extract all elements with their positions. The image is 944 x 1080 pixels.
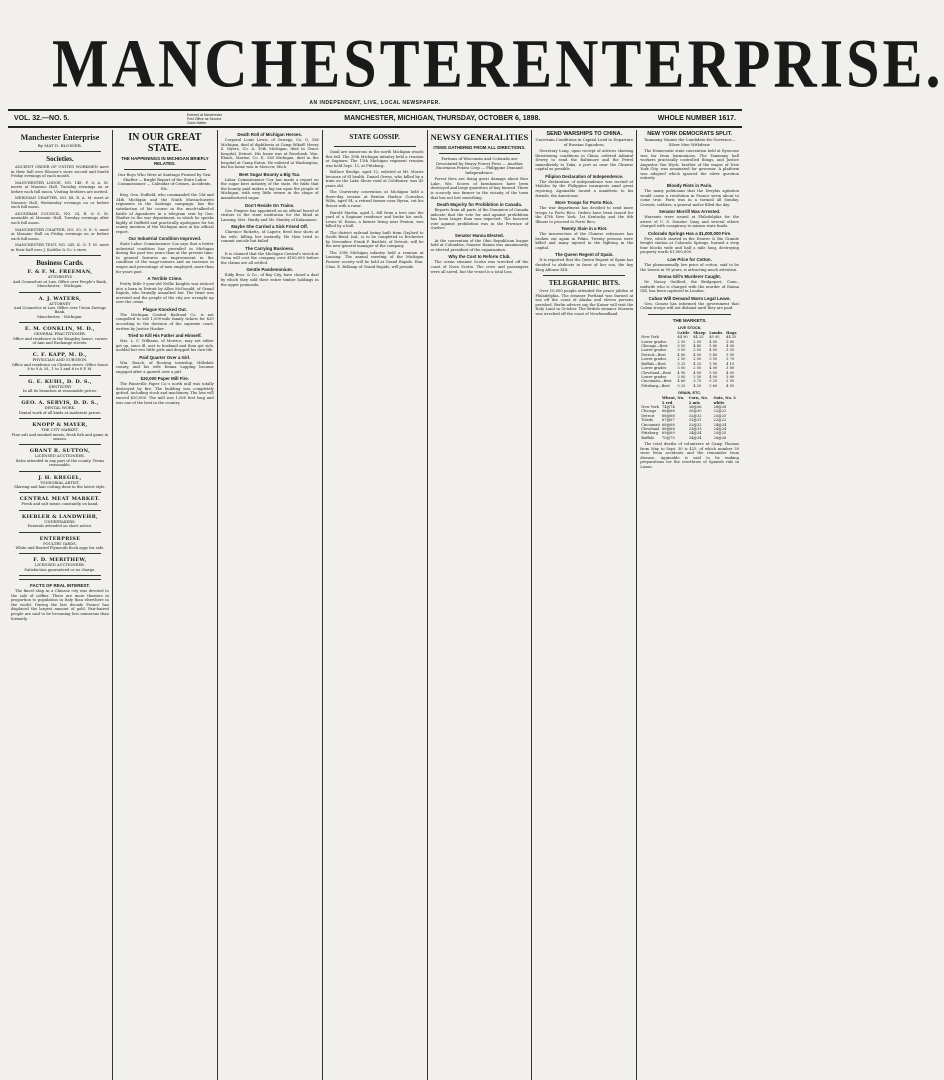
table-cell: 4 00 [709, 374, 718, 379]
story-text: Clarence Ricketts, of Lapeer, fired four shots at his wife, killing her instantly. He then tried to commit suicide but failed. [220, 230, 319, 244]
table-cell: Toledo [641, 418, 654, 423]
table-cell: 3 50 [677, 348, 686, 353]
business-card-line: ATTORNEYS [47, 275, 72, 280]
business-card-name: A. J. WATERS, [38, 295, 82, 302]
table-cell: Pittsburg [641, 431, 659, 436]
business-card-line: LICENSED AUCTIONEER. [34, 563, 85, 568]
story-text: Corporal Louis Lewis, of Oswego, Co. G, 33d Michigan, died of diphtheria at Camp Wikoff. Henry S. Myers, Co. A, 35th Michigan, died in Grace hospital, Detroit. His home was at Rosebush. Wm. Ebach, Marine, Co. E, 33d Michigan, died in the hospital at Camp Eaton. He enlisted at Washington, but his home was in Moscow, Mich. [220, 138, 319, 170]
table-cell: Detroit [641, 413, 655, 418]
business-card-line: Fine salt and smoked meats, fresh fish and game in season. [11, 432, 109, 442]
table-cell: 2 50 [693, 357, 702, 362]
business-card-name: CENTRAL MEAT MARKET. [19, 496, 101, 503]
table-cell: 4 05 [726, 383, 735, 388]
column-5 [428, 130, 533, 1080]
business-card-line: Shaving and hair cutting done in the latest style. [14, 485, 106, 490]
table-header-cell: Wheat, No. 2 red [662, 396, 685, 405]
headline: SEND WARSHIPS TO CHINA. [546, 131, 623, 137]
table-cell: 5 25 [677, 383, 686, 388]
story-text: Brig. Gen. Duffield, who commanded the 33d and 34th Michigan and the Ninth Massachusetts regiments in the Santiago campaign, has the satisfaction of his course in the much-talked-of battle of Aguadores in a telegram sent by Gen. Shafter to the war department, in which he speaks highly of Duffield and practically apologizes for his scanty mention of the Michigan men in his official report. [115, 193, 214, 234]
story-heading: Gentle Pandemonium. [246, 267, 293, 273]
table-cell: 66@66 [662, 409, 675, 414]
table-cell: 2 50 [693, 374, 702, 379]
column-3 [218, 130, 323, 1080]
table-cell: 32@32 [688, 422, 702, 427]
story-text: The phenomenally low price of cotton, said to be the lowest in 50 years, is attracting much attention. [640, 263, 739, 272]
story-heading: Cuban Will Demand Warm Legal Leave. [648, 295, 731, 301]
table-cell: 4 20 [693, 383, 702, 388]
tagline: AN INDEPENDENT, LIVE, LOCAL NEWSPAPER. [309, 100, 441, 106]
whole-number: WHOLE NUMBER 1617. [657, 115, 736, 122]
table-cell: 2 50 [693, 339, 702, 344]
table-cell: 4 40 [693, 344, 702, 349]
business-card-name: ENTERPRISE [39, 535, 81, 542]
entered-notice: Entered at Manchester Post Office as Second Class Matter. [186, 112, 223, 125]
story-text: The Michigan Central Railroad Co. is not compelled to sell 1,000-mile family tickets for $20 according to the decision of the supreme court, written by Justice Hooker. [115, 312, 214, 331]
dateline-bar [8, 109, 742, 128]
table-cell: 4 80 [677, 352, 686, 357]
business-card-line: Manchester, - Michigan. [37, 284, 83, 289]
gossip-text: The district railroad being built from Gaylord to South Bend, Ind., is to be completed to Rochester by November. Frank P. Bartlett, of Detroit, will be the new general manager of the company. [325, 230, 424, 249]
table-cell: 3 95 [726, 379, 735, 384]
story-text: Labor Commissioner Cox has made a report on the sugar beet industry of the state. He finds that the bounty paid makes a big tax upon the people of Michigan, with very little return in the shape of manufactured sugar. [220, 177, 319, 201]
table-cell: Chicago [641, 409, 657, 414]
table-cell: $4 25 [693, 335, 704, 340]
story-text: It is reported that the Queen Regent of Spain has decided to abdicate in favor of her son, the boy King Alfonso XIII. [535, 258, 634, 272]
table-cell: Detroit—Best [641, 352, 666, 357]
table-cell: Lower grades [641, 348, 667, 353]
table-cell: Buffalo [641, 435, 655, 440]
table-cell: 3 80 [726, 374, 735, 379]
table-cell: 3 00 [677, 366, 686, 371]
story-deck: Our Boys Who Were at Santiago Praised by Gen. Shafter — Bright Report of the State Labor Commissioner — Calendar of Crimes, Accidents, Etc. [118, 172, 212, 191]
table-cell: Buffalo—Best [641, 361, 666, 366]
subheadline: Tammany Names the Candidate for Governor—Silver Men Withdraw. [643, 137, 736, 147]
table-cell: 3 70 [726, 357, 735, 362]
business-card [11, 536, 109, 551]
business-card-name: G. E. KUHL, D. D. S., [28, 378, 92, 385]
headline: NEWSY GENERALITIES [430, 132, 529, 142]
business-card-line: POULTRY YARDS. [43, 541, 77, 546]
table-cell: 24@24 [713, 426, 727, 431]
table-cell: 3 50 [709, 357, 718, 362]
markets-heading: THE MARKETS. [672, 317, 707, 323]
table-header-cell: Cattle [677, 330, 690, 335]
business-card-line: TONSORIAL ARTIST. [40, 480, 80, 485]
table-cell: 3 95 [726, 352, 735, 357]
table-cell: 26@26 [713, 435, 727, 440]
table-cell: 4 00 [726, 370, 735, 375]
story-text: Dr. Nancy Guilford, the Bridgeport, Conn., midwife who is charged with the murder of Emma Gill, has been captured in London. [640, 280, 739, 294]
story-text: Pretty little 5-year-old Nellie Knights was enticed into a barn in Detroit by Allen McDonald, of Grand Rapids, who brutally assaulted her. The fiend was arrested and the people of the city are wrought up over the crime. [115, 282, 214, 305]
business-card [11, 269, 109, 288]
business-card-line: White and Barred Plymouth Rock eggs for sale. [15, 546, 105, 551]
table-cell: 3 75 [693, 379, 702, 384]
business-card-line: THE CITY MARKET. [41, 428, 79, 433]
business-card-line: LICENSED AUCTIONEER. [34, 454, 85, 459]
story-heading: Twenty Slain in a Riot. [561, 226, 608, 232]
table-cell: 5 90 [709, 361, 718, 366]
table-cell: 5 40 [709, 352, 718, 357]
column-4 [323, 130, 428, 1080]
table-cell: 30@30 [688, 409, 702, 414]
subheadline: ITEMS GATHERED FROM ALL DIRECTIONS. [433, 145, 526, 150]
masthead-left-word: MANCHESTER [52, 25, 513, 102]
table-cell: 28@28 [713, 404, 727, 409]
subheadline: THE HAPPENINGS IN MICHIGAN BRIEFLY RELATED. [120, 156, 209, 166]
story-heading: Maybe She Carried a Sick Friend Off. [231, 224, 309, 230]
business-card [11, 514, 109, 529]
column-1 [8, 130, 113, 1080]
business-card-line: DENTAL WORK. [44, 406, 76, 411]
table-cell: 68@68 [662, 413, 675, 418]
table-cell: 4 25 [693, 361, 702, 366]
table-cell: New York [641, 404, 659, 409]
business-card-name: J. H. KREGEL, [38, 474, 82, 481]
table-cell: 25@25 [713, 413, 727, 418]
table-cell: 67@67 [662, 418, 675, 423]
story-heading: Death Majority for Prohibition in Canada. [436, 202, 522, 208]
table-cell: Chicago—Best [641, 344, 668, 349]
business-card [11, 422, 109, 441]
story-text: Forest fires are doing great damage about Rice Lake, Wis. Scores of farmhouses have been destroyed and large quantities of hay burned. There is scarcely one farmer in the vicinity of the town that has not lost something. [430, 177, 529, 200]
table-cell: 34@34 [688, 431, 702, 436]
business-card-line: GENERAL PRACTITIONER. [33, 332, 86, 337]
story-heading: Don't Reside On Trains. [245, 202, 295, 208]
table-cell: 31@31 [688, 418, 702, 423]
business-card [11, 448, 109, 467]
story-heading: Bloody Riots in Paris. [666, 183, 713, 189]
business-card-line: Satisfaction guaranteed or no charge. [24, 567, 96, 572]
table-cell: 2 50 [677, 339, 686, 344]
business-card-line: Fresh and salt meats constantly on hand. [21, 502, 99, 507]
headline: STATE GOSSIP. [349, 133, 400, 141]
table-cell: 3 55 [726, 348, 735, 353]
society-item: MANCHESTER TENT, NO. 249, K. O. T. M. meet in their hall over J. Koebbe & Co.'s store. [11, 243, 109, 252]
business-card-line: ATTORNEY [49, 301, 71, 306]
dateline: MANCHESTER, MICHIGAN, THURSDAY, OCTOBER 6, 1898. [344, 115, 541, 122]
business-card-name: F. & F. M. FREEMAN, [27, 269, 93, 276]
business-card-line: And Counselors at Law. Office over People's Bank, [12, 279, 107, 284]
table-cell: Cleveland—Best [641, 370, 671, 375]
story-heading: Tried to Kill His Father and Himself. [127, 333, 202, 339]
table-cell: Pittsburg—Best [641, 383, 670, 388]
business-card [11, 326, 109, 345]
story-heading: A Terrible Crime. [147, 276, 183, 282]
column-2 [113, 130, 218, 1080]
table-cell: Cleveland [641, 426, 660, 431]
story-heading: $20,000 Paper Mill Fire. [140, 376, 189, 382]
business-card-name: E. M. CONKLIN, M. D., [24, 326, 95, 333]
table-cell: 36@36 [688, 404, 702, 409]
gossip-text: Wallace Brodge, aged 12, enlisted at Mt. Morris because of ill health. Daniel Green, who killed by a train on the Lake Shore road at Coldwater, was 45 years old. [325, 170, 424, 188]
table-cell: Lower grades [641, 366, 667, 371]
business-card [11, 400, 109, 415]
table-cell: 2 50 [693, 366, 702, 371]
business-card-line: Dental work of all kinds at moderate prices. [18, 410, 102, 415]
story-heading: Our Industrial Condition Improved. [128, 236, 202, 242]
business-card-line: Funerals attended on short notice. [27, 524, 93, 529]
columns [8, 130, 742, 1080]
story-heading: Paid Quarter Over a Girl. [139, 354, 191, 360]
table-header-cell: Sheep [693, 330, 706, 335]
table-header-cell: Hogs [726, 330, 737, 335]
table-cell: 25@25 [713, 431, 727, 436]
markets-subheading: LIVE STOCK. [677, 325, 702, 330]
story-heading: Beet Sugar Bounty a Big Tax. [239, 171, 301, 177]
table-cell: 70@70 [662, 435, 675, 440]
story-heading: Emma Gill's Murderer Caught. [658, 274, 721, 280]
telegraphic-heading: TELEGRAPHIC BITS. [548, 279, 620, 288]
business-card [11, 379, 109, 394]
story-heading: Plague Knocked Out. [142, 306, 187, 312]
story-text: Wm. Roach, of Rooting township, Hillsdale county, and his wife Emma Lapping became engaged after a quarrel over a girl. [115, 360, 214, 374]
table-cell: 4 00 [693, 370, 702, 375]
business-cards-heading: Business Cards. [36, 259, 84, 268]
business-card-line: Manchester, - Michigan. [37, 314, 83, 319]
story-text: Fire, which started in the Denver & Rio Grande freight station at Colorado Springs, burned a strip four blocks wide and half a mile long, destroying property worth $1,000,000. [640, 236, 739, 255]
table-cell: $4 90 [677, 335, 688, 340]
story-heading: Death Roll of Michigan Heroes. [237, 132, 303, 137]
table-cell: 5 50 [709, 370, 718, 375]
table-cell: 4 90 [677, 370, 686, 375]
table-cell: $4 25 [726, 335, 737, 340]
society-item: ADONIRAM COUNCIL, NO. 24, R. & S. M. assemble at Masonic Hall, Tuesday evenings after each full moon. [11, 211, 109, 226]
story-heading: Low Price for Cotton. [667, 257, 712, 263]
society-item: MANCHESTER LODGE, NO. 148, F. & A. M. meets at Masonic Hall, Tuesday evenings on or before each full moon. Visiting brothers are invited. [11, 180, 109, 194]
business-card [11, 475, 109, 490]
society-item: MERIDIAN CHAPTER, NO. 48, R. A. M. meet at Masonic Hall, Wednesday evenings on or before each full moon. [11, 196, 109, 210]
table-cell: $5 95 [709, 335, 720, 340]
table-cell: Lower grades [641, 374, 667, 379]
table-cell: 5 50 [677, 344, 686, 349]
table-cell: 5 80 [709, 344, 718, 349]
facts-text: The finest shop in a Chinese city was devoted to the sale of coffins. There are more theaters in proportion to population in Italy than elsewhere in the world. During the last decade France has displaced the largest amount of gold. Fair-haired people are said to be becoming less numerous than formerly. [11, 589, 109, 621]
table-cell: 4 00 [709, 366, 718, 371]
business-card-line: Office and residence on Clinton street. Office hours 8 to 9 A. M., 1 to 3 and 6 to 8 P. M. [11, 362, 109, 372]
story-text: Secretary Long, upon receipt of advices showing threatening conditions in China, ordered Admiral Dewey to send the Baltimore and the Petrel immediately to Taku, a port as near the Chinese capital as possible. [535, 149, 634, 172]
closing-text: The total deaths of volunteers at Camp Thomas from May to Sept. 30 is 425, of which number 39 were from accidents and the remainder from disease. Aguinaldo is said to be making preparations for the overthrow of Spanish rule in Luzon. [640, 442, 739, 469]
story-heading: Why the Cost to Reform Club. [448, 254, 511, 260]
table-cell: Lower grades [641, 339, 667, 344]
business-card [11, 496, 109, 506]
story-text: Eddy Bros. & Co., of Bay City, have closed a deal by which they sold their entire timber holdings in the upper peninsula. [220, 273, 319, 287]
story-heading: More Troops for Porto Rico. [555, 200, 614, 206]
table-cell: 69@69 [662, 431, 675, 436]
table-cell: 68@68 [662, 426, 675, 431]
table-cell: 4 10 [726, 361, 735, 366]
business-card-line: Sales attended in any part of the county. Terms reasonable. [15, 458, 105, 468]
business-card-line: PHYSICIAN AND SURGEON. [32, 358, 88, 363]
table-cell: 22@22 [713, 409, 727, 414]
story-deck: Portions of Wisconsin and Colorado are Devastated by Heavy Forest Fires — Another Enormous Potato Crop — Philippine Demand Independence. [435, 156, 523, 175]
telegraphic-text: Over 10,000 people attended the peace jubilee at Philadelphia. The steamer Portland was burned at sea off the coast of Alaska and eleven persons perished. Berlin advices say the Kaiser will visit the Holy Land in October. The British steamer Moravia was wrecked off the coast of Newfoundland. [535, 289, 634, 316]
business-card-line: UNDERTAKERS. [44, 519, 76, 524]
story-text: The many politicians that the Dreyfus agitation would cause a revolution in France seem about to come true. Paris was in a turmoil all Sunday. Crowds, soldiers, a general melee filled the day. [640, 189, 739, 207]
table-cell: 4 00 [726, 344, 735, 349]
grain-table [640, 396, 739, 440]
business-card [11, 296, 109, 320]
business-card-line: And Counselor at Law. Office over Union Savings Bank, [13, 305, 106, 315]
story-text: The Democratic state convention held at Syracuse was far from harmonious. The Tammany hall workers practically controlled things, and Justice Augustus Van Wyck, brother of the mayor of New York City, was nominated for governor. A platform was adopted which ignored the silver question entirely. [640, 149, 739, 181]
table-cell: 3 80 [726, 339, 735, 344]
business-card-name: KNOPP & MAYER, [32, 422, 88, 429]
business-card [11, 352, 109, 371]
table-cell: 2 50 [677, 357, 686, 362]
business-card-name: F. D. MERITHEW, [33, 557, 87, 564]
business-card-name: KIEBLER & LANDWEHR, [21, 513, 99, 520]
table-cell: 32@32 [688, 413, 702, 418]
volume-number: VOL. 32.—NO. 5. [14, 115, 70, 122]
story-text: Gen. Gomez has informed the government that Cuban troops will not disband until they are paid. [640, 301, 739, 311]
table-header-cell: Oats, No. 2 white [713, 396, 736, 405]
business-cards [11, 269, 109, 576]
story-text: The declaration of independence was recited at Malolos by the Philippine insurgents amid great rejoicing. Aguinaldo issued a manifesto to his friends, the Americans. [535, 179, 634, 198]
table-cell: 4 00 [709, 348, 718, 353]
business-card-line: Office and residence in the Kingsley house, corner of Ann and Exchange streets. [12, 336, 108, 345]
business-card-line: DENTISTRY [48, 384, 72, 389]
business-card [11, 557, 109, 572]
table-cell: 2 50 [693, 348, 702, 353]
story-text: The Paineville Paper Co.'s north mill was totally destroyed by fire. The building was completely gutted, including stock and machinery. The loss will exceed $20,000. The mill was 1,000 feet long and was one of the best in the country. [115, 382, 214, 405]
publisher: By MAT D. BLOSSER. [37, 143, 83, 148]
story-heading: The Carrying Business. [245, 245, 295, 251]
livestock-table [640, 331, 739, 388]
table-cell: Cincinnati—Best [641, 379, 672, 384]
story-text: Mrs. L. C. Williams, of Morrice, may not either get up, since ill, met to husband and then got sick, nodded her two little girls and dropped his own life. [115, 339, 214, 353]
table-header-cell [640, 396, 661, 405]
story-text: Reports from all parts of the Dominion of Canada indicate that the vote for and against prohibition has been larger than was expected. The heaviest vote against prohibition was in the Province of Quebec. [430, 208, 529, 231]
table-cell: 5 60 [709, 383, 718, 388]
masthead-right-word: ENTERPRISE. [512, 25, 944, 102]
grain-heading: GRAIN, ETC. [678, 391, 702, 396]
gossip-text: The University convention at Michigan held a three-day session at Benton Harbor. Cornelius Wilts, aged 94, a retired farmer near Byron, cut his throat with a razor. [325, 190, 424, 209]
table-header-cell: Corn, No. 2 mix [688, 396, 708, 405]
table-cell: 5 25 [677, 361, 686, 366]
table-row [640, 436, 739, 440]
story-heading: Colorado Springs Has a $1,000,000 Fire. [647, 230, 732, 236]
table-cell: Cincinnati [641, 422, 660, 427]
business-card-line: In all its branches at reasonable prices. [22, 388, 97, 393]
story-heading: Senator Hanna Elected. [454, 232, 504, 238]
gossip-text: Harold Martin, aged 5, fell from a tree into the yard of a Saginaw residence and broke his neck. Lewis W. Eaton, a farmer living near Fenton, was killed by a bull. [325, 210, 424, 229]
masthead [8, 6, 944, 102]
headline: IN OUR GREAT STATE. [128, 132, 202, 154]
story-text: It is claimed that the Michigan Central's wreck at Orion will cost the company over $100,000 before the claims are all settled. [220, 251, 319, 265]
column-6 [532, 130, 637, 1080]
table-cell: 34@34 [688, 435, 702, 440]
table-cell: 22@22 [713, 418, 727, 423]
gossip-text: The 35th Michigan infantry held a reunion at Lansing. The annual meeting of the Michigan Pioneer society will be held at Grand Rapids. Hon. Chas. E. Belknap of Grand Rapids, will preside. [325, 250, 424, 269]
society-item: ANCIENT ORDER OF UNITED WORKMEN meet in their hall over Blosser's store second and fourth Friday evenings of each month. [11, 165, 109, 179]
story-text: The insurrection of the Chinese reformers has broken out again in Pekin. Twenty persons were killed and many injured in the fighting in the capital. [535, 232, 634, 250]
story-heading: Senator Morrill Was Arrested. [658, 209, 721, 215]
table-cell: 3 00 [677, 374, 686, 379]
story-text: The war department has decided to send more troops to Porto Rico. Orders have been issued for the 47th New York, 1st Kentucky and the 6th Illinois to proceed to Porto Rico. [535, 206, 634, 224]
table-cell: 5 25 [709, 379, 718, 384]
business-card-name: GRANT R. SUTTON, [29, 448, 91, 455]
story-text: State Labor Commissioner Cox says that a better industrial condition has prevailed in Michigan during the past two years than at the present time. In general features an improvement in the condition of the wage-earners and an increase in wages and percentage of men employed, more than for years past. [115, 242, 214, 274]
societies-heading: Societies. [46, 155, 74, 163]
table-header-cell: Lambs [709, 330, 723, 335]
table-cell: Lower grades [641, 357, 667, 362]
facts-heading: FACTS OF REAL INTEREST. [29, 583, 90, 589]
story-text: At the convention of the Ohio Republican league held at Columbus, Senator Hanna was unanimously re-elected president of the organization. [430, 238, 529, 252]
story-text: The ocean steamer Scotia was wrecked off the coast of Nova Scotia. The crew and passengers were all saved, but the vessel is a total loss. [430, 260, 529, 274]
business-card-name: C. F. KAPP, M. D., [32, 352, 88, 359]
column-7 [637, 130, 742, 1080]
table-cell: 33@33 [688, 426, 702, 431]
story-text: Gov. Pingree has appointed as an official board of visitors to the state institution for the blind at Lansing, Mrs. Hardy and Mr. Stanley of Kalamazoo. [220, 208, 319, 222]
story-text: Warrants were issued at Philadelphia for the arrest of U. S. Senator Quay and several others charged with conspiracy to misuse state funds. [640, 215, 739, 229]
table-cell: 74@74 [662, 404, 675, 409]
story-heading: Filipino Declaration of Independence. [545, 173, 624, 179]
business-card-name: GEO. A. SERVIS, D. D. S., [21, 400, 99, 407]
table-cell: 3 80 [726, 366, 735, 371]
story-heading: The Queen Regent of Spain. [555, 252, 614, 258]
table-cell: 4 00 [709, 339, 718, 344]
table-cell: 68@68 [662, 422, 675, 427]
gossip-text: Quail are numerous in the north Michigan woods this fall. The 35th Michigan infantry held a reunion at Saginaw. The 11th Michigan regiment reunion was held Sept. 13, at Pittsburg. [325, 150, 424, 168]
table-cell: 4 00 [693, 352, 702, 357]
table-cell: 24@24 [713, 422, 727, 427]
headline: NEW YORK DEMOCRATS SPLIT. [647, 131, 732, 137]
table-cell: 4 60 [677, 379, 686, 384]
societies-list [11, 165, 109, 252]
table-cell: New York [641, 335, 659, 340]
society-item: MANCHESTER CHAPTER, NO. 50, O. E. S. meet at Masonic Hall on Friday evenings on or before each full moon. [11, 227, 109, 241]
table-row [640, 384, 739, 388]
paper-name: Manchester Enterprise [20, 133, 100, 142]
subheadline: Uncertain Conditions in Capital Lead to Departure of Russian Squadron. [535, 137, 634, 147]
